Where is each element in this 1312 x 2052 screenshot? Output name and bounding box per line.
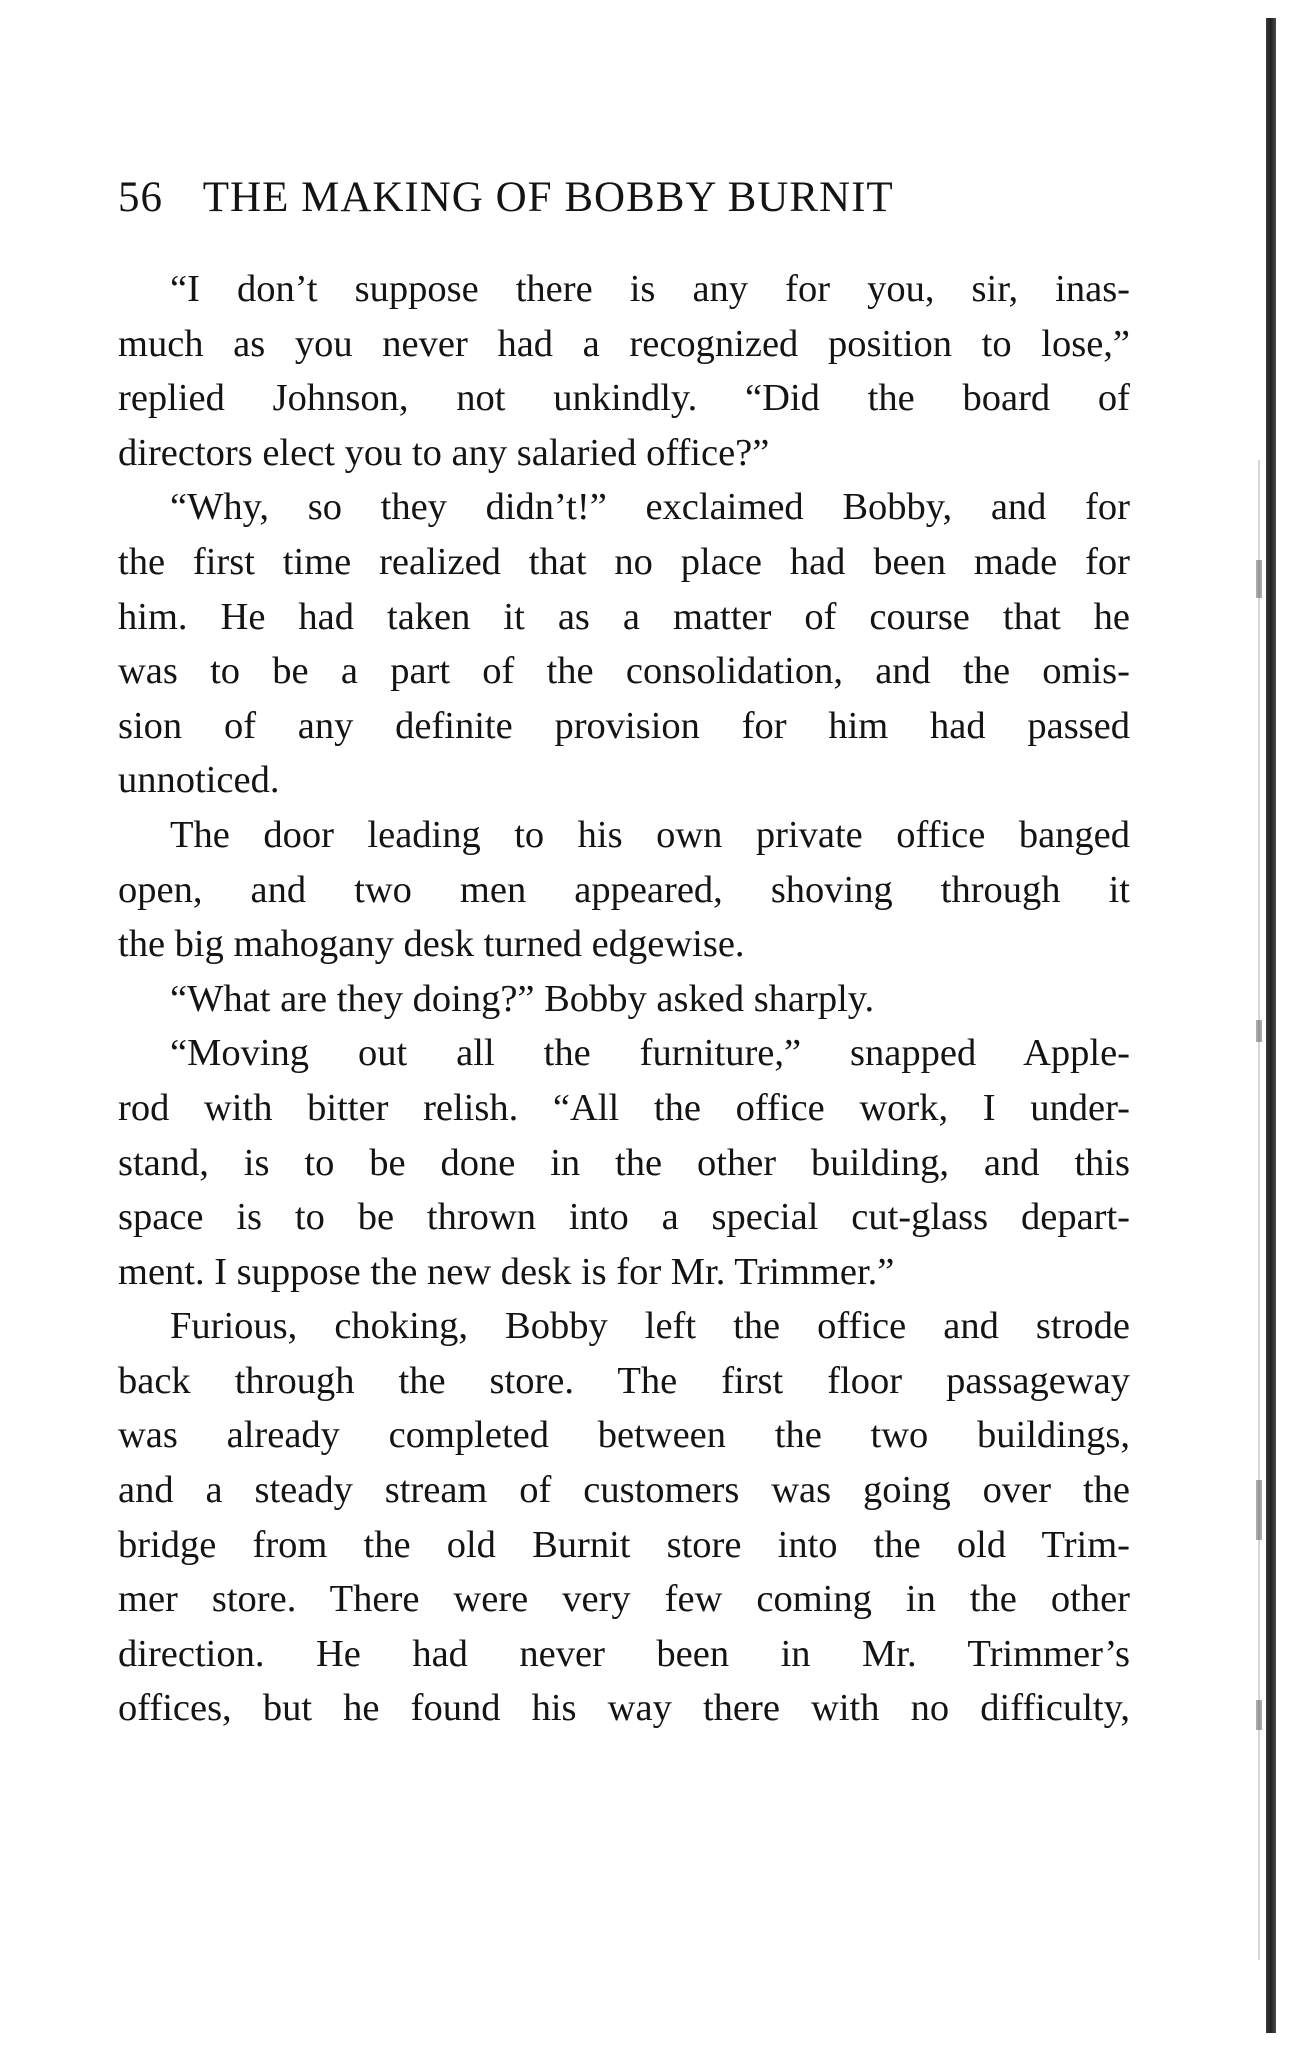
text-line: much as you never had a recognized position to lose,” [118,322,1130,365]
text-line: Furious, choking, Bobby left the office and strode [170,1305,1130,1348]
text-line: “What are they doing?” Bobby asked sharply. [170,977,875,1020]
text-line: offices, but he found his way there with no difficulty, [118,1687,1130,1730]
text-line: directors elect you to any salaried office?” [118,431,770,474]
text-line: stand, is to be done in the other building, and this [118,1141,1130,1184]
scan-speck [1256,1700,1262,1730]
body-text [118,262,1130,1736]
text-line: back through the store. The first floor passageway [118,1359,1130,1402]
text-line: “Why, so they didn’t!” exclaimed Bobby, and for [170,486,1130,529]
text-line: unnoticed. [118,759,280,802]
scan-speck [1256,1020,1262,1042]
paragraph-1 [118,262,1130,480]
text-line: open, and two men appeared, shoving through it [118,868,1130,911]
text-line: was to be a part of the consolidation, and the omis- [118,650,1130,693]
text-line: sion of any definite provision for him had passed [118,704,1130,747]
text-line: The door leading to his own private office banged [170,813,1130,856]
text-line: “Moving out all the furniture,” snapped Apple- [170,1032,1130,1075]
text-line: him. He had taken it as a matter of course that he [118,595,1130,638]
paragraph-3 [118,808,1130,972]
text-line: direction. He had never been in Mr. Trimmer’s [118,1632,1130,1675]
text-line: ment. I suppose the new desk is for Mr. Trimmer.” [118,1250,895,1293]
text-line: rod with bitter relish. “All the office work, I under- [118,1086,1130,1129]
text-line: the first time realized that no place had been made for [118,540,1130,583]
text-line: space is to be thrown into a special cut-glass depart- [118,1196,1130,1239]
scanned-page-edge [1266,18,1276,2033]
text-line: “I don’t suppose there is any for you, sir, inas- [170,268,1130,310]
paragraph-6 [118,1299,1130,1736]
running-head [118,168,1128,228]
text-line: was already completed between the two buildings, [118,1414,1130,1457]
paragraph-4 [118,972,1130,1027]
scanned-page-edge-shadow [1258,460,1260,1960]
paragraph-5 [118,1026,1130,1299]
page-number: 56 [118,174,163,221]
scan-speck [1256,1480,1262,1540]
paragraph-2 [118,480,1130,808]
text-line: bridge from the old Burnit store into the old Trim- [118,1523,1130,1566]
book-title: THE MAKING OF BOBBY BURNIT [202,174,894,221]
text-line: the big mahogany desk turned edgewise. [118,923,745,966]
text-line: and a steady stream of customers was going over the [118,1469,1130,1512]
text-line: replied Johnson, not unkindly. “Did the board of [118,377,1130,420]
text-line: mer store. There were very few coming in the other [118,1578,1130,1621]
scan-speck [1256,560,1262,598]
